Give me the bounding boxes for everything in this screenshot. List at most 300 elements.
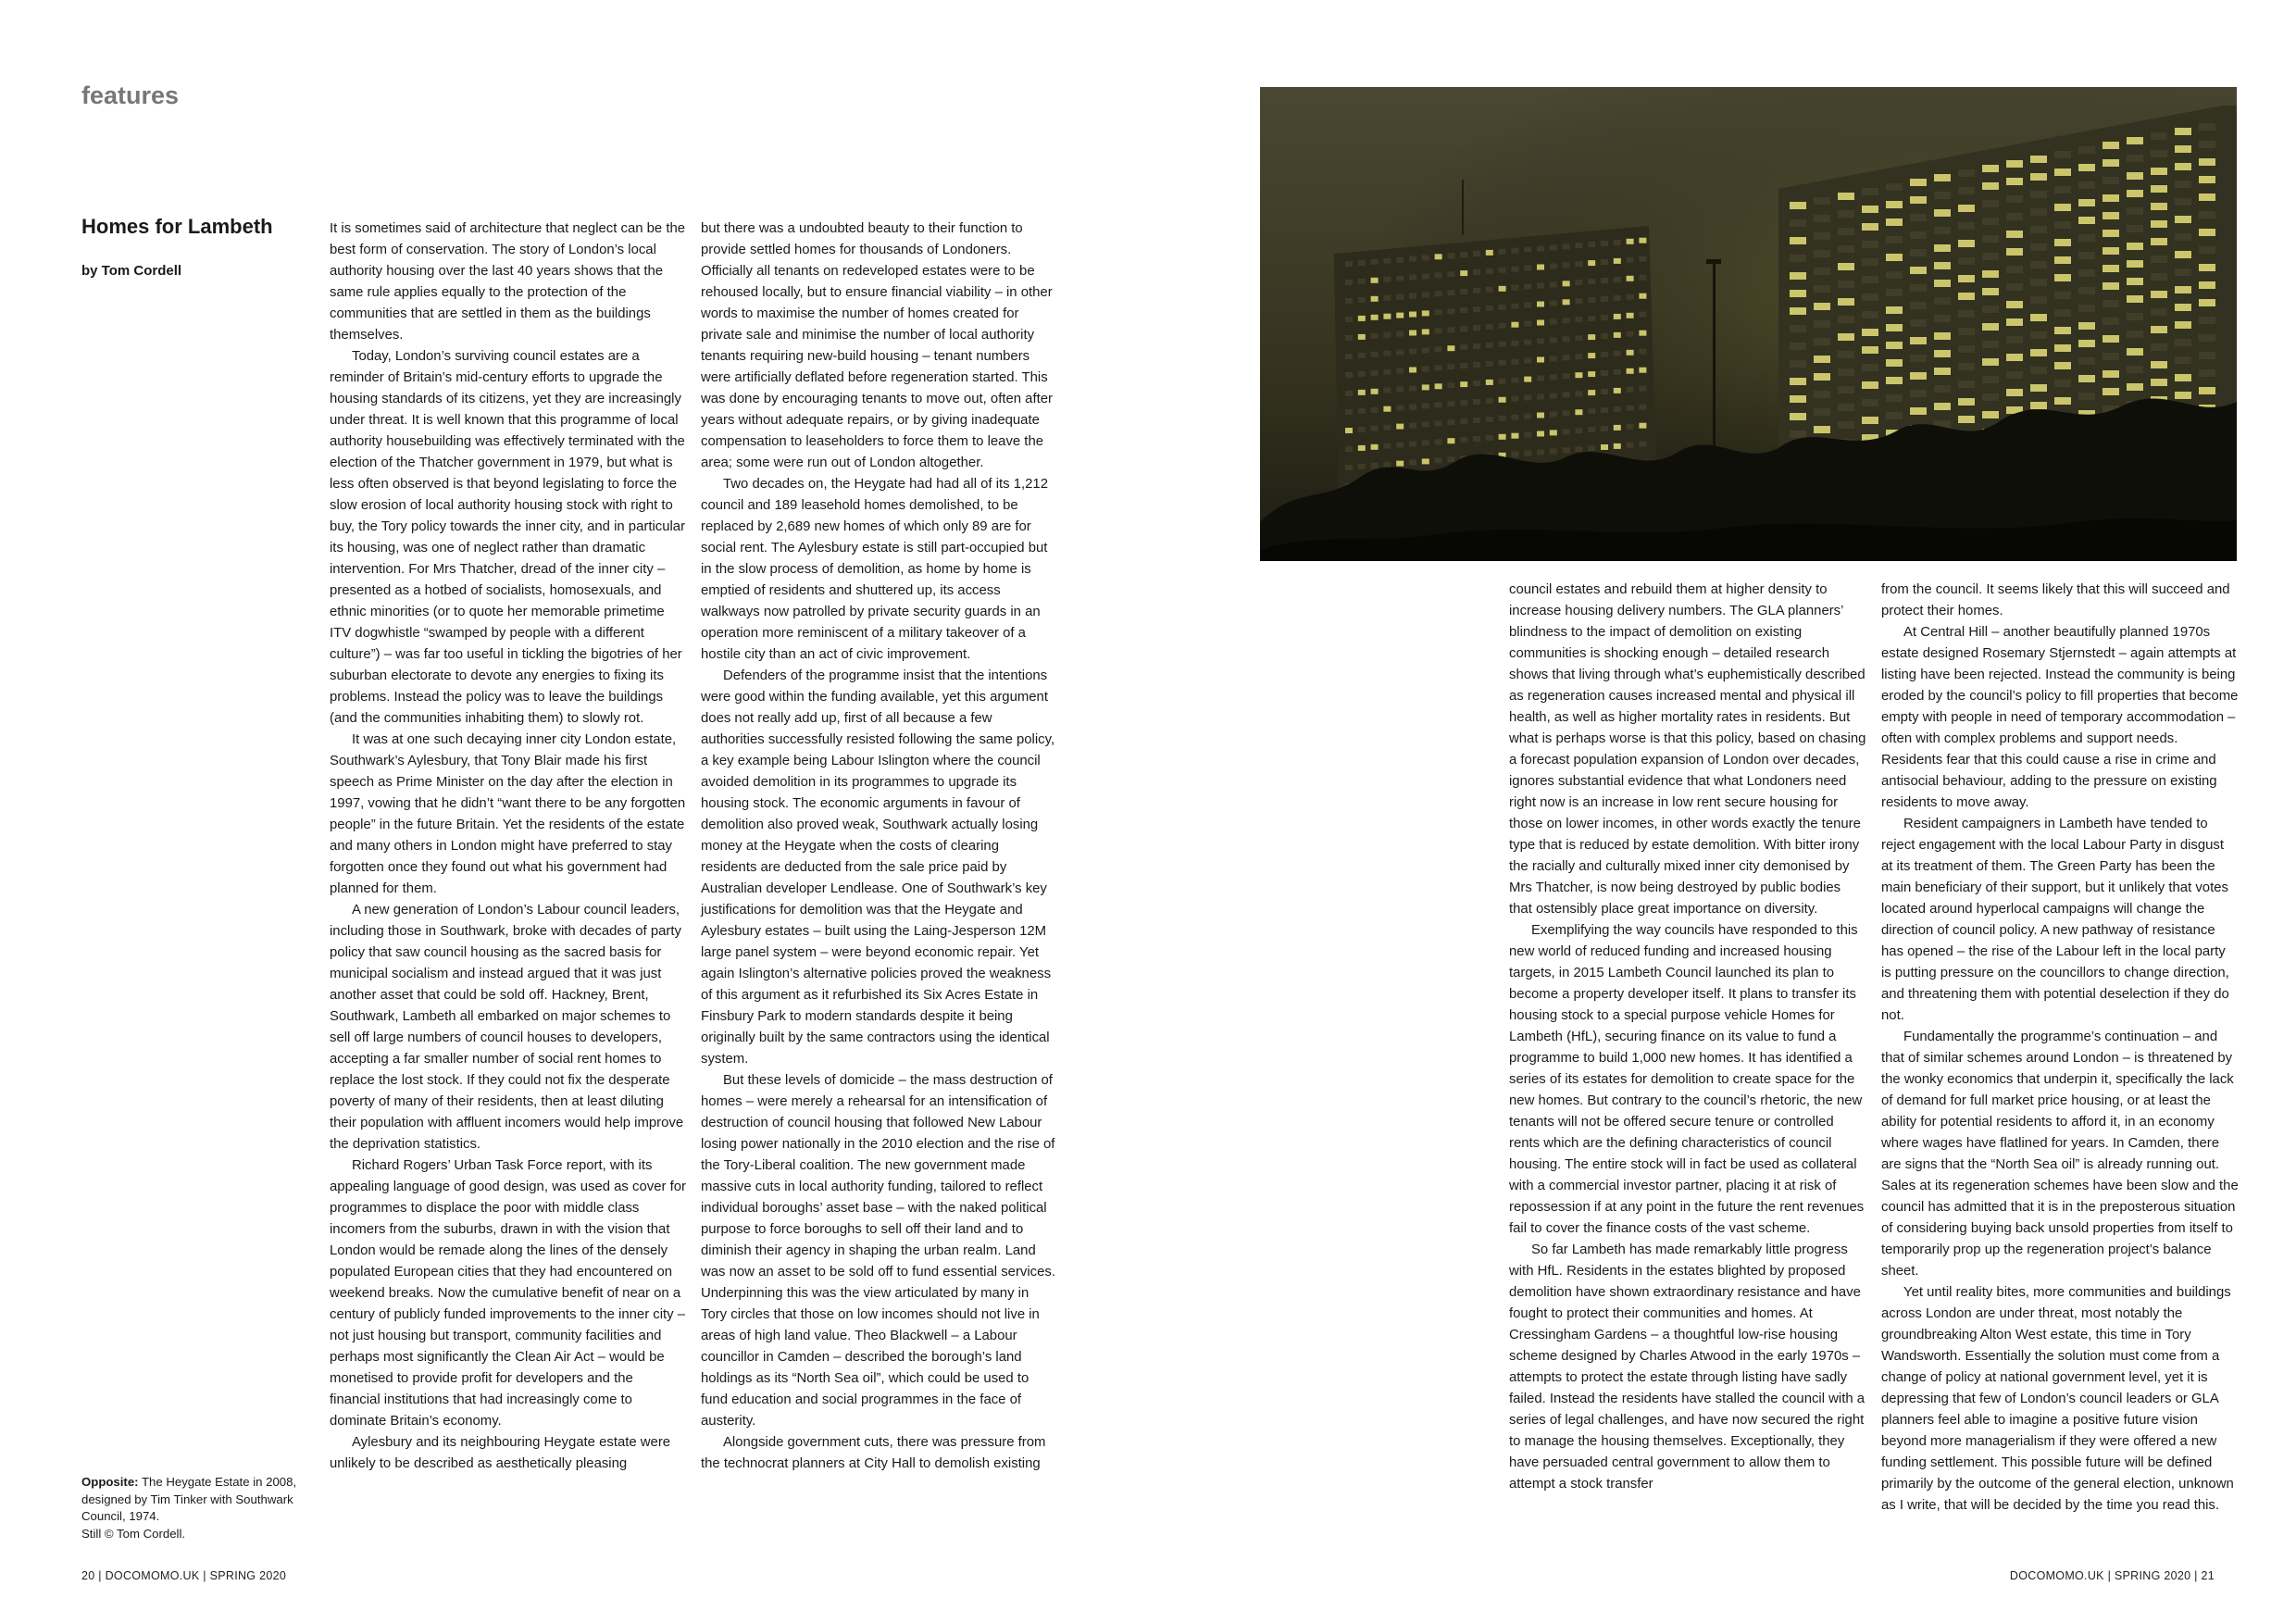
window [1639,293,1646,299]
window [1814,215,1830,222]
window [1537,302,1544,307]
window [1422,347,1429,353]
paragraph: but there was a undoubted beauty to their function to provide settled homes for thousands of Londoners. Officially all tenants on redeveloped estates were to be rehoused locally, but to ensure financial viability – in other words to maximise the number of homes created for private sale and minimise the number of local authority tenants requiring new-build housing – tenant numbers were artificially deflated before regeneration started. This was done by encouraging tenants to move out, often after years without adequate repairs, or by giving inadequate compensation to leaseholders to force them to leave the area; some were run out of London altogether. [701,221,1053,470]
window [2199,176,2215,183]
window [1588,334,1595,340]
window [1934,350,1951,357]
window [1575,280,1582,285]
window [1862,223,1878,231]
window [1563,318,1570,323]
window [2054,274,2071,281]
window [1358,390,1366,395]
window [1790,343,1806,350]
window [1447,419,1454,425]
window [1575,409,1582,415]
window [1345,298,1353,304]
window [1473,436,1480,442]
window [1383,277,1391,282]
window [1639,349,1646,355]
window [1537,450,1544,456]
window [1958,310,1975,318]
window [2127,155,2143,162]
window [1910,267,1927,274]
window [2006,266,2023,273]
window [1358,260,1366,266]
window [1639,238,1646,243]
window [1886,342,1903,349]
window [1460,418,1467,424]
window [1486,435,1493,441]
roof-mast [1462,180,1464,235]
window [1550,300,1557,306]
window [1409,386,1416,392]
window [2103,300,2119,307]
window [1814,338,1830,345]
window [1422,421,1429,427]
window [1550,337,1557,343]
window [1435,309,1442,315]
window [1447,308,1454,314]
window [1422,255,1429,260]
window [1886,412,1903,419]
window [1409,275,1416,281]
right-page [1148,0,2296,1623]
window [1982,165,1999,172]
window [1358,297,1366,303]
photo-illustration [1260,87,2237,561]
window [1486,398,1493,404]
window [1460,252,1467,257]
body-column-4 [1881,580,2239,1517]
window [1838,368,1854,376]
window [1358,445,1366,451]
window [1396,387,1404,393]
window [2006,389,2023,396]
window [1790,378,1806,385]
window [1886,377,1903,384]
window [1435,402,1442,407]
window [1486,380,1493,385]
window [1486,268,1493,274]
window [1345,317,1353,322]
window [1639,256,1646,262]
window [1524,321,1531,327]
window [1435,383,1442,389]
window [1627,424,1634,430]
window [1814,391,1830,398]
window [1550,411,1557,417]
window [1524,284,1531,290]
window [1409,460,1416,466]
window [1934,332,1951,340]
page-folio-right: DOCOMOMO.UK | SPRING 2020 | 21 [2009,1569,2215,1582]
window [2151,150,2167,157]
window [1934,280,1951,287]
window [1396,424,1404,430]
window [1550,263,1557,268]
window [1409,423,1416,429]
window [1862,241,1878,248]
window [1814,373,1830,381]
window [1982,288,1999,295]
window [1934,174,1951,181]
window [1627,313,1634,318]
window [1958,222,1975,230]
window [1814,285,1830,293]
window [2054,256,2071,264]
window [1499,397,1506,403]
photo-caption [81,1474,313,1542]
window [2006,283,2023,291]
window [1422,366,1429,371]
window [1435,291,1442,296]
window [1447,401,1454,406]
window [1601,296,1608,302]
window [2103,388,2119,395]
section-label: features [81,81,180,109]
window [2151,132,2167,140]
window [1790,237,1806,244]
window [2103,194,2119,202]
body-column-1 [330,218,687,1475]
window [1814,250,1830,257]
window [2078,252,2095,259]
paragraph: Aylesbury and its neighbouring Heygate estate were unlikely to be described as aesthetically pleasing [330,1435,671,1471]
window [2054,380,2071,387]
window [1958,187,1975,194]
window [1614,295,1621,301]
window [1550,430,1557,435]
window [1601,352,1608,357]
window [1409,331,1416,336]
window [1422,292,1429,297]
window [1550,244,1557,250]
window [1499,249,1506,255]
window [1371,370,1379,376]
window [2175,286,2191,293]
window [1524,358,1531,364]
window [1358,279,1366,284]
window [1614,314,1621,319]
window [1575,391,1582,396]
window [2078,146,2095,154]
window [1371,352,1379,357]
window [1396,368,1404,374]
window [2175,128,2191,135]
window [1435,420,1442,426]
page-folio-left: 20 | DOCOMOMO.UK | SPRING 2020 [81,1569,287,1582]
window [1614,425,1621,431]
window [1435,346,1442,352]
window [1499,268,1506,273]
window [1473,381,1480,386]
window [1563,447,1570,453]
window [1460,307,1467,313]
window [1371,278,1379,283]
window [2175,163,2191,170]
window [1409,312,1416,318]
window [1460,326,1467,331]
window [2054,397,2071,405]
window [1396,461,1404,467]
window [1910,231,1927,239]
window [1486,343,1493,348]
window [1614,240,1621,245]
window [1537,320,1544,326]
window [1371,259,1379,265]
window [1371,333,1379,339]
window [2030,156,2047,163]
window [1499,379,1506,384]
window [1934,403,1951,410]
window [1447,253,1454,258]
window [2006,336,2023,343]
window [1511,322,1518,328]
window [1614,388,1621,393]
window [2127,313,2143,320]
window [1537,246,1544,252]
window [1862,329,1878,336]
window [2078,269,2095,277]
window [2078,357,2095,365]
window [1511,452,1518,457]
window [2175,374,2191,381]
window [1435,328,1442,333]
window [1982,200,1999,207]
window [1910,319,1927,327]
window [1934,385,1951,393]
window [1409,256,1416,262]
window [1790,219,1806,227]
window [1886,289,1903,296]
window [1814,356,1830,363]
window [1409,442,1416,447]
window [2078,322,2095,330]
window [1886,183,1903,191]
window [2006,248,2023,256]
window [1358,353,1366,358]
window [1588,390,1595,395]
window [1575,261,1582,267]
window [1614,443,1621,449]
window [2006,231,2023,238]
window [1383,369,1391,375]
paragraph: Yet until reality bites, more communities and buildings across London are under threat, most notably the groundbreaking Alton West estate, this time in Tory Wandsworth. Essentially the solution must come from a change of policy at national government level, yet it is depressing that few of London’s council leaders or GLA planners feel able to imagine a positive future vision beyond more managerialism if they were offered a new funding settlement. This possible future will be defined primarily by the outcome of the general election, unknown as I write, that will be decided by the time you read this. [1881,1285,2234,1513]
window [2054,151,2071,158]
window [2030,384,2047,392]
window [1345,335,1353,341]
window [1345,261,1353,267]
window [1371,389,1379,394]
window [1588,260,1595,266]
window [2199,299,2215,306]
window [1627,387,1634,393]
window [1862,258,1878,266]
window [1910,372,1927,380]
window [1862,293,1878,301]
window [1499,416,1506,421]
window [1524,303,1531,308]
window [2127,295,2143,303]
window [2175,145,2191,153]
window [2127,383,2143,391]
window [1435,439,1442,444]
window [1790,325,1806,332]
window [2006,178,2023,185]
window [2030,402,2047,409]
window [1814,320,1830,328]
caption-text: The Heygate Estate in 2008, designed by Tim Tinker with Southwark Council, 1974. [81,1475,297,1523]
window [1614,369,1621,375]
window [1910,249,1927,256]
window [2078,234,2095,242]
window [2175,198,2191,206]
window [1958,275,1975,282]
window [1358,371,1366,377]
window [2199,334,2215,342]
window [2199,264,2215,271]
article-headline: Homes for Lambeth [81,215,273,238]
window [2006,195,2023,203]
window [2127,278,2143,285]
window [1601,259,1608,265]
window [1473,325,1480,331]
window [1358,334,1366,340]
window [1447,456,1454,462]
window [1862,346,1878,354]
window [1601,426,1608,431]
window [2199,158,2215,166]
window [1499,434,1506,440]
window [2030,331,2047,339]
window [1588,353,1595,358]
window [1588,445,1595,451]
window [1790,360,1806,368]
window [1982,306,1999,313]
window [2151,256,2167,263]
window [2151,379,2167,386]
paragraph: It was at one such decaying inner city London estate, Southwark’s Aylesbury, that Tony Blair made his first speech as Prime Minister on the day after the election in 1997, vowing that he didn’t “want there to be any forgotten people” in the future Britain. Yet the residents of the estate and many others in London might have preferred to stay forgotten once they found out what his government had planned for them. [330,732,686,896]
window [1575,298,1582,304]
window [2103,370,2119,378]
window [1814,268,1830,275]
window [2199,317,2215,324]
window [1524,340,1531,345]
window [1383,462,1391,468]
window [2175,339,2191,346]
body-column-2 [701,218,1058,1475]
window [1910,179,1927,186]
window [1958,345,1975,353]
window [1499,342,1506,347]
window [2030,226,2047,233]
window [1563,373,1570,379]
window [2175,251,2191,258]
window [1790,202,1806,209]
window [1383,443,1391,449]
window [1460,363,1467,368]
window [1838,298,1854,306]
window [2006,301,2023,308]
window [1422,440,1429,445]
window [2030,208,2047,216]
window [1838,316,1854,323]
window [2199,246,2215,254]
window [1862,311,1878,318]
window [2199,387,2215,394]
window [1396,276,1404,281]
window [1814,426,1830,433]
paragraph: Defenders of the programme insist that the intentions were good within the funding available, yet this argument does not really add up, first of all because a few authorities successfully resisted following the same policy, a key example being Labour Islington where the council avoided demolition in its programmes to upgrade its housing stock. The economic arguments in favour of demolition also proved weak, Southwark actually losing money at the Heygate when the costs of clearing residents are deducted from the sale price paid by Australian developer Lendlease. One of Southwark’s key justifications for demolition was that the Heygate and Aylesbury estates – built using the Laing-Jesperson 12M large panel system – were beyond economic repair. Yet again Islington’s alternative policies proved the weakness of this argument as it refurbished its Six Acres Estate in Finsbury Park to modern standards despite it being originally built by the same contractors using the identical system. [701,668,1055,1067]
window [1575,243,1582,248]
window [1473,251,1480,256]
window [2103,177,2119,184]
window [1601,241,1608,246]
window [2127,348,2143,356]
window [2030,243,2047,251]
window [2127,331,2143,338]
window [1486,306,1493,311]
window [1627,257,1634,263]
window [1838,210,1854,218]
window [1345,446,1353,452]
window [1838,351,1854,358]
window [1627,368,1634,374]
window [1473,306,1480,312]
window [2078,199,2095,206]
window [2054,239,2071,246]
window [1550,318,1557,324]
window [1575,372,1582,378]
window [2199,123,2215,131]
window [2054,221,2071,229]
window [1934,227,1951,234]
window [1934,297,1951,305]
window [2151,343,2167,351]
window [1345,372,1353,378]
window [1958,205,1975,212]
window [1601,389,1608,394]
window [1499,323,1506,329]
window [1601,407,1608,413]
window [1627,294,1634,300]
window [1886,324,1903,331]
window [1588,408,1595,414]
window [1563,410,1570,416]
window [2175,304,2191,311]
window [1886,359,1903,367]
window [1862,206,1878,213]
window [1838,193,1854,200]
window [1814,232,1830,240]
window [1886,394,1903,402]
window [1447,290,1454,295]
paragraph: A new generation of London’s Labour council leaders, including those in Southwark, broke with decades of party policy that saw council housing as the sacred basis for municipal socialism and instead argued that it was just another asset that could be sold off. Hackney, Brent, Southwark, Lambeth all embarked on major schemes to sell off large numbers of council houses to developers, accepting a far smaller number of social rent homes to replace the lost stock. If they could not fix the desperate poverty of many of their residents, then at least diluting their population with affluent incomers would help improve the deprivation statistics. [330,903,684,1152]
window [1982,323,1999,331]
window [2078,217,2095,224]
window [1958,416,1975,423]
window [2127,207,2143,215]
window [2054,362,2071,369]
paragraph: from the council. It seems likely that this will succeed and protect their homes. [1881,582,2230,618]
window [2199,229,2215,236]
window [1460,400,1467,406]
window [1422,458,1429,464]
window [1982,235,1999,243]
window [1473,418,1480,423]
window [1958,240,1975,247]
window [1486,250,1493,256]
